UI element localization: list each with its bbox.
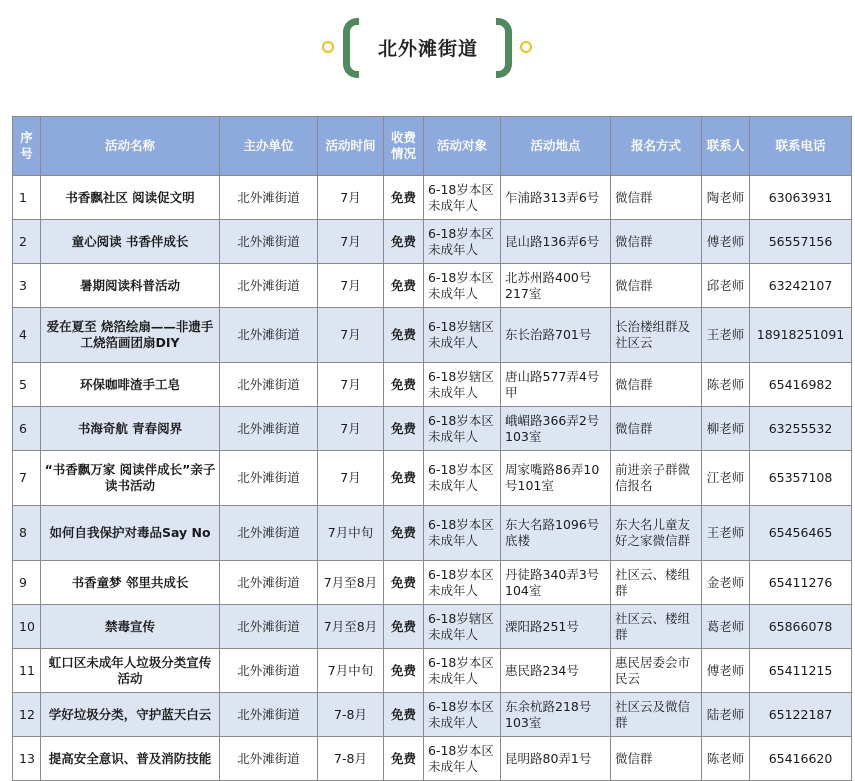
cell-activity-name: 禁毒宣传 xyxy=(41,605,220,649)
cell-signup: 社区云、楼组群 xyxy=(611,561,702,605)
cell-place: 北苏州路400号217室 xyxy=(501,264,611,308)
cell-organizer: 北外滩街道 xyxy=(220,605,318,649)
header-time: 活动时间 xyxy=(318,117,384,176)
cell-contact: 陈老师 xyxy=(702,363,750,407)
cell-place: 东长治路701号 xyxy=(501,308,611,363)
table-header-row xyxy=(13,117,852,176)
cell-target: 6-18岁本区未成年人 xyxy=(424,407,501,451)
cell-time: 7月至8月 xyxy=(318,605,384,649)
cell-place: 昆明路80弄1号 xyxy=(501,737,611,781)
cell-target: 6-18岁本区未成年人 xyxy=(424,649,501,693)
cell-contact: 江老师 xyxy=(702,451,750,506)
cell-place: 峨嵋路366弄2号103室 xyxy=(501,407,611,451)
cell-place: 乍浦路313弄6号 xyxy=(501,176,611,220)
cell-no: 4 xyxy=(13,308,41,363)
cell-contact: 柳老师 xyxy=(702,407,750,451)
cell-organizer: 北外滩街道 xyxy=(220,561,318,605)
cell-signup: 长治楼组群及社区云 xyxy=(611,308,702,363)
cell-fee: 免费 xyxy=(384,561,424,605)
cell-fee: 免费 xyxy=(384,176,424,220)
cell-no: 11 xyxy=(13,649,41,693)
cell-signup: 微信群 xyxy=(611,220,702,264)
header-no: 序号 xyxy=(13,117,41,176)
cell-contact: 傅老师 xyxy=(702,649,750,693)
cell-signup: 社区云及微信群 xyxy=(611,693,702,737)
cell-target: 6-18岁本区未成年人 xyxy=(424,264,501,308)
cell-signup: 微信群 xyxy=(611,737,702,781)
cell-target: 6-18岁本区未成年人 xyxy=(424,220,501,264)
cell-no: 5 xyxy=(13,363,41,407)
cell-activity-name: 书香童梦 邻里共成长 xyxy=(41,561,220,605)
header-phone: 联系电话 xyxy=(750,117,852,176)
cell-no: 10 xyxy=(13,605,41,649)
cell-target: 6-18岁本区未成年人 xyxy=(424,693,501,737)
cell-fee: 免费 xyxy=(384,506,424,561)
cell-contact: 金老师 xyxy=(702,561,750,605)
cell-fee: 免费 xyxy=(384,363,424,407)
cell-time: 7-8月 xyxy=(318,693,384,737)
header-place: 活动地点 xyxy=(501,117,611,176)
cell-no: 13 xyxy=(13,737,41,781)
cell-phone: 63242107 xyxy=(750,264,852,308)
cell-target: 6-18岁辖区未成年人 xyxy=(424,605,501,649)
cell-signup: 微信群 xyxy=(611,264,702,308)
cell-signup: 微信群 xyxy=(611,407,702,451)
cell-signup: 前进亲子群微信报名 xyxy=(611,451,702,506)
table-row xyxy=(13,264,852,308)
header-org: 主办单位 xyxy=(220,117,318,176)
cell-organizer: 北外滩街道 xyxy=(220,407,318,451)
cell-fee: 免费 xyxy=(384,264,424,308)
table-row xyxy=(13,649,852,693)
header-contact: 联系人 xyxy=(702,117,750,176)
cell-target: 6-18岁本区未成年人 xyxy=(424,561,501,605)
cell-place: 东大名路1096号底楼 xyxy=(501,506,611,561)
cell-activity-name: 学好垃圾分类，守护蓝天白云 xyxy=(41,693,220,737)
cell-target: 6-18岁本区未成年人 xyxy=(424,737,501,781)
cell-contact: 陶老师 xyxy=(702,176,750,220)
cell-time: 7月 xyxy=(318,264,384,308)
cell-phone: 65122187 xyxy=(750,693,852,737)
cell-time: 7-8月 xyxy=(318,737,384,781)
cell-activity-name: 书海奇航 青春阅界 xyxy=(41,407,220,451)
table-row xyxy=(13,363,852,407)
cell-signup: 微信群 xyxy=(611,363,702,407)
cell-place: 丹徒路340弄3号104室 xyxy=(501,561,611,605)
cell-phone: 65456465 xyxy=(750,506,852,561)
cell-phone: 65416982 xyxy=(750,363,852,407)
circle-ornament-icon xyxy=(520,41,532,53)
cell-organizer: 北外滩街道 xyxy=(220,451,318,506)
cell-phone: 65411215 xyxy=(750,649,852,693)
cell-activity-name: 童心阅读 书香伴成长 xyxy=(41,220,220,264)
cell-no: 2 xyxy=(13,220,41,264)
cell-time: 7月 xyxy=(318,363,384,407)
circle-ornament-icon xyxy=(322,41,334,53)
cell-no: 9 xyxy=(13,561,41,605)
cell-activity-name: 提高安全意识、普及消防技能 xyxy=(41,737,220,781)
cell-fee: 免费 xyxy=(384,220,424,264)
cell-time: 7月中旬 xyxy=(318,649,384,693)
cell-time: 7月 xyxy=(318,407,384,451)
cell-organizer: 北外滩街道 xyxy=(220,649,318,693)
cell-time: 7月 xyxy=(318,220,384,264)
activity-table xyxy=(12,116,852,781)
cell-phone: 65411276 xyxy=(750,561,852,605)
cell-phone: 65357108 xyxy=(750,451,852,506)
table-row xyxy=(13,605,852,649)
right-brace-icon xyxy=(496,18,512,78)
header-signup: 报名方式 xyxy=(611,117,702,176)
cell-signup: 社区云、楼组群 xyxy=(611,605,702,649)
cell-no: 6 xyxy=(13,407,41,451)
cell-place: 溧阳路251号 xyxy=(501,605,611,649)
cell-fee: 免费 xyxy=(384,693,424,737)
cell-contact: 王老师 xyxy=(702,308,750,363)
cell-place: 惠民路234号 xyxy=(501,649,611,693)
header-name: 活动名称 xyxy=(41,117,220,176)
table-row xyxy=(13,176,852,220)
cell-contact: 傅老师 xyxy=(702,220,750,264)
cell-organizer: 北外滩街道 xyxy=(220,363,318,407)
table-row xyxy=(13,220,852,264)
cell-signup: 东大名儿童友好之家微信群 xyxy=(611,506,702,561)
cell-target: 6-18岁辖区未成年人 xyxy=(424,363,501,407)
cell-activity-name: 书香飘社区 阅读促文明 xyxy=(41,176,220,220)
cell-activity-name: 环保咖啡渣手工皂 xyxy=(41,363,220,407)
table-row xyxy=(13,737,852,781)
table-body xyxy=(13,176,852,781)
cell-time: 7月 xyxy=(318,308,384,363)
cell-contact: 葛老师 xyxy=(702,605,750,649)
cell-place: 唐山路577弄4号甲 xyxy=(501,363,611,407)
cell-time: 7月 xyxy=(318,451,384,506)
cell-activity-name: 虹口区未成年人垃圾分类宣传活动 xyxy=(41,649,220,693)
cell-phone: 63063931 xyxy=(750,176,852,220)
cell-contact: 陆老师 xyxy=(702,693,750,737)
table-row xyxy=(13,693,852,737)
cell-phone: 65866078 xyxy=(750,605,852,649)
table-row xyxy=(13,308,852,363)
cell-fee: 免费 xyxy=(384,605,424,649)
cell-fee: 免费 xyxy=(384,649,424,693)
cell-activity-name: 如何自我保护对毒品Say No xyxy=(41,506,220,561)
cell-organizer: 北外滩街道 xyxy=(220,506,318,561)
cell-target: 6-18岁本区未成年人 xyxy=(424,506,501,561)
cell-place: 东余杭路218号103室 xyxy=(501,693,611,737)
cell-activity-name: 暑期阅读科普活动 xyxy=(41,264,220,308)
cell-activity-name: “书香飘万家 阅读伴成长”亲子读书活动 xyxy=(41,451,220,506)
cell-target: 6-18岁辖区未成年人 xyxy=(424,308,501,363)
cell-place: 周家嘴路86弄10号101室 xyxy=(501,451,611,506)
title-banner xyxy=(0,0,855,100)
cell-contact: 陈老师 xyxy=(702,737,750,781)
table-row xyxy=(13,506,852,561)
header-fee: 收费情况 xyxy=(384,117,424,176)
cell-organizer: 北外滩街道 xyxy=(220,264,318,308)
cell-place: 昆山路136弄6号 xyxy=(501,220,611,264)
cell-time: 7月至8月 xyxy=(318,561,384,605)
cell-contact: 邱老师 xyxy=(702,264,750,308)
cell-target: 6-18岁本区未成年人 xyxy=(424,451,501,506)
cell-organizer: 北外滩街道 xyxy=(220,693,318,737)
cell-phone: 56557156 xyxy=(750,220,852,264)
cell-phone: 63255532 xyxy=(750,407,852,451)
left-brace-icon xyxy=(343,18,359,78)
cell-no: 1 xyxy=(13,176,41,220)
cell-phone: 18918251091 xyxy=(750,308,852,363)
cell-no: 7 xyxy=(13,451,41,506)
cell-phone: 65416620 xyxy=(750,737,852,781)
cell-signup: 微信群 xyxy=(611,176,702,220)
cell-no: 8 xyxy=(13,506,41,561)
cell-no: 3 xyxy=(13,264,41,308)
cell-fee: 免费 xyxy=(384,308,424,363)
table-row xyxy=(13,407,852,451)
cell-organizer: 北外滩街道 xyxy=(220,220,318,264)
cell-time: 7月中旬 xyxy=(318,506,384,561)
page-title: 北外滩街道 xyxy=(377,38,478,60)
cell-activity-name: 爱在夏至 烧箔绘扇——非遗手工烧箔画团扇DIY xyxy=(41,308,220,363)
cell-organizer: 北外滩街道 xyxy=(220,737,318,781)
table-row xyxy=(13,451,852,506)
cell-fee: 免费 xyxy=(384,737,424,781)
cell-organizer: 北外滩街道 xyxy=(220,308,318,363)
cell-signup: 惠民居委会市民云 xyxy=(611,649,702,693)
cell-organizer: 北外滩街道 xyxy=(220,176,318,220)
cell-fee: 免费 xyxy=(384,451,424,506)
cell-time: 7月 xyxy=(318,176,384,220)
cell-contact: 王老师 xyxy=(702,506,750,561)
header-target: 活动对象 xyxy=(424,117,501,176)
cell-no: 12 xyxy=(13,693,41,737)
table-row xyxy=(13,561,852,605)
cell-fee: 免费 xyxy=(384,407,424,451)
cell-target: 6-18岁本区未成年人 xyxy=(424,176,501,220)
